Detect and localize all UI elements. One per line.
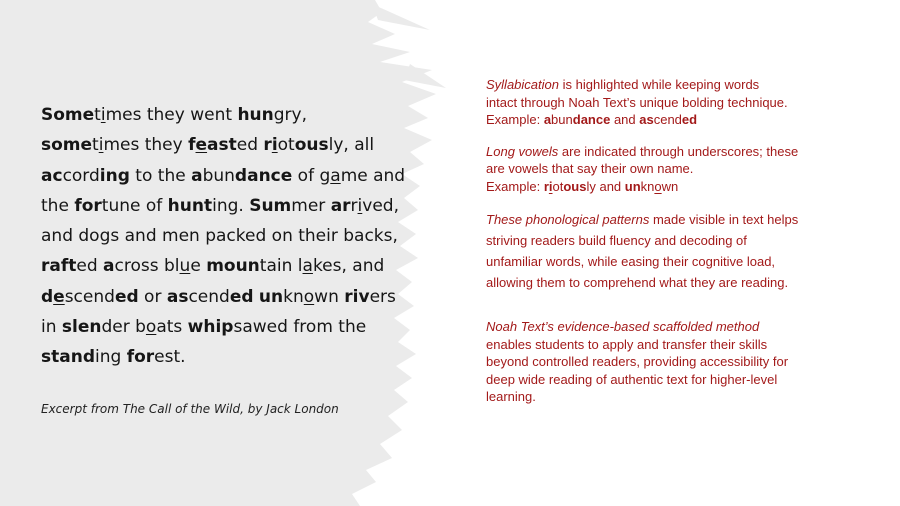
passage-line: [41, 161, 431, 191]
text-segment: enables students to apply and transfer their skills: [486, 336, 768, 352]
explanation-paragraph: [486, 318, 866, 406]
syllable-bold: r: [263, 135, 272, 156]
text-segment: ly, all: [328, 135, 375, 156]
text-segment: ed: [236, 135, 264, 156]
text-segment: intact through Noah Text’s unique bolding technique.: [486, 94, 788, 110]
text-segment: cend: [188, 286, 230, 307]
text-segment: kes, and: [312, 256, 385, 277]
syllable-bold: for: [74, 195, 102, 216]
syllable-bold: d: [41, 286, 54, 307]
passage: [41, 100, 431, 373]
text-segment: r: [350, 195, 358, 216]
explanation-panel: [486, 76, 866, 420]
long-vowel-mark: u: [179, 256, 191, 277]
explanation-line: [486, 371, 866, 389]
syllable-bold: a: [191, 165, 203, 186]
text-segment: mer: [291, 195, 331, 216]
explanation-line: [486, 230, 866, 251]
syllable-bold: ac: [41, 165, 63, 186]
text-segment: ats: [156, 317, 188, 338]
syllable-bold: un: [258, 286, 284, 307]
syllable-bold: slen: [61, 317, 102, 338]
text-segment: beyond controlled readers, providing accessibility for: [486, 354, 789, 369]
text-segment: striving readers build fluency and decoding of: [486, 233, 747, 248]
passage-line: [41, 130, 431, 160]
italic-term: Long vowels: [486, 143, 559, 159]
syllable-bold: riv: [344, 286, 370, 307]
text-segment: Example:: [486, 112, 544, 127]
syllable-bold: as: [639, 112, 654, 127]
text-segment: deep wide reading of authentic text for higher-level: [486, 371, 778, 387]
passage-line: [41, 251, 431, 281]
syllable-bold: Some: [41, 105, 95, 125]
text-segment: sawed from the: [233, 317, 367, 338]
brush-stroke-streak: [404, 64, 446, 88]
text-segment: cord: [62, 165, 100, 186]
text-segment: to the: [129, 165, 192, 186]
explanation-line: [486, 178, 866, 196]
syllable-bold: ast: [207, 135, 237, 156]
syllable-bold: hun: [237, 105, 274, 125]
text-segment: bun: [551, 112, 573, 127]
text-segment: mes they went: [105, 105, 238, 125]
text-segment: gry,: [273, 105, 307, 125]
syllable-bold: a: [543, 112, 552, 127]
syllable-bold: r: [543, 178, 549, 194]
text-segment: are vowels that say their own name.: [486, 161, 694, 176]
syllable-bold: un: [624, 178, 641, 194]
italic-term: These phonological patterns: [486, 212, 650, 227]
text-segment: is highlighted while keeping words: [559, 77, 760, 92]
text-segment: wn: [661, 178, 679, 194]
passage-line: [41, 282, 431, 312]
text-segment: allowing them to comprehend what they are reading.: [486, 275, 789, 290]
text-segment: in: [41, 317, 62, 338]
passage-line: [41, 312, 431, 342]
syllable-bold: ous: [294, 135, 329, 156]
passage-line: [41, 100, 431, 130]
text-segment: ot: [552, 178, 564, 194]
text-segment: ot: [277, 135, 295, 156]
text-segment: scend: [64, 286, 115, 307]
italic-term: Noah Text’s evidence-based scaffolded method: [486, 319, 760, 334]
long-vowel-mark: i: [100, 105, 106, 125]
italic-term: Syllabication: [486, 77, 559, 92]
text-segment: learning.: [486, 389, 536, 404]
long-vowel-mark: o: [145, 317, 157, 338]
text-segment: or: [138, 286, 167, 307]
long-vowel-mark: o: [654, 178, 662, 194]
text-segment: are indicated through underscores; these: [558, 143, 799, 159]
syllable-bold: as: [166, 286, 189, 307]
syllable-bold: dance: [234, 165, 293, 186]
text-segment: unfamiliar words, while easing their cognitive load,: [486, 254, 776, 269]
long-vowel-mark: i: [548, 178, 553, 194]
explanation-line: [486, 336, 866, 354]
text-segment: tain l: [259, 256, 303, 277]
text-segment: the: [41, 195, 75, 216]
syllable-bold: ing: [99, 165, 130, 186]
explanation-line: [486, 272, 866, 293]
syllable-bold: Sum: [249, 195, 292, 216]
text-segment: ers: [369, 286, 396, 307]
text-segment: der b: [101, 317, 146, 338]
explanation-paragraph: [486, 209, 866, 293]
text-segment: ed: [76, 256, 104, 277]
explanation-line: [486, 143, 866, 161]
explanation-line: [486, 318, 866, 336]
long-vowel-mark: i: [357, 195, 363, 216]
text-segment: ly and: [586, 178, 625, 194]
syllable-bold: a: [103, 256, 115, 277]
passage-caption: Excerpt from The Call of the Wild, by Jack London: [41, 402, 339, 416]
text-segment: t: [92, 135, 99, 156]
long-vowel-mark: e: [195, 135, 208, 156]
text-segment: and dogs and men packed on their backs,: [41, 226, 398, 247]
explanation-paragraph: [486, 76, 866, 129]
explanation-line: [486, 388, 866, 406]
explanation-line: [486, 76, 866, 94]
long-vowel-mark: o: [303, 286, 315, 307]
explanation-line: [486, 160, 866, 178]
syllable-bold: for: [126, 347, 155, 368]
passage-line: [41, 191, 431, 221]
text-segment: kn: [283, 286, 304, 307]
syllable-bold: ed: [114, 286, 139, 307]
text-segment: cross bl: [114, 256, 180, 277]
explanation-line: [486, 353, 866, 371]
text-segment: cend: [653, 112, 682, 127]
syllable-bold: ar: [330, 195, 351, 216]
passage-line: [41, 221, 431, 251]
text-segment: mes they: [103, 135, 189, 156]
text-segment: ved,: [362, 195, 399, 216]
text-segment: kn: [640, 178, 655, 194]
explanation-paragraph: [486, 143, 866, 196]
long-vowel-mark: e: [53, 286, 65, 307]
text-segment: e: [190, 256, 207, 277]
syllable-bold: ed: [681, 112, 698, 127]
text-segment: made visible in text helps: [649, 212, 799, 227]
text-segment: me and: [340, 165, 406, 186]
passage-line: [41, 342, 431, 372]
syllable-bold: hunt: [167, 195, 213, 216]
text-segment: tune of: [101, 195, 168, 216]
text-segment: Example:: [486, 178, 544, 194]
syllable-bold: some: [41, 135, 93, 156]
text-segment: wn: [314, 286, 345, 307]
syllable-bold: whip: [187, 317, 234, 338]
syllable-bold: f: [188, 135, 196, 156]
text-segment: of g: [292, 165, 331, 186]
text-segment: t: [94, 105, 101, 125]
syllable-bold: ous: [563, 178, 587, 194]
text-segment: bun: [202, 165, 235, 186]
long-vowel-mark: i: [271, 135, 278, 156]
syllable-bold: [53, 287, 65, 307]
explanation-line: [486, 111, 866, 129]
syllable-bold: moun: [206, 256, 260, 277]
syllable-bold: [196, 135, 208, 155]
text-segment: est.: [154, 347, 186, 368]
long-vowel-mark: a: [302, 256, 313, 277]
syllable-bold: ed: [229, 286, 254, 307]
text-segment: and: [610, 112, 640, 127]
explanation-line: [486, 94, 866, 112]
text-segment: ing.: [212, 195, 250, 216]
syllable-bold: stand: [41, 347, 95, 368]
explanation-line: [486, 209, 866, 230]
syllable-bold: raft: [41, 256, 77, 277]
text-segment: ing: [95, 347, 127, 368]
explanation-line: [486, 251, 866, 272]
long-vowel-mark: i: [98, 135, 104, 156]
brush-stroke-streak: [372, 4, 430, 30]
long-vowel-mark: a: [330, 165, 341, 186]
syllable-bold: dance: [572, 112, 611, 127]
